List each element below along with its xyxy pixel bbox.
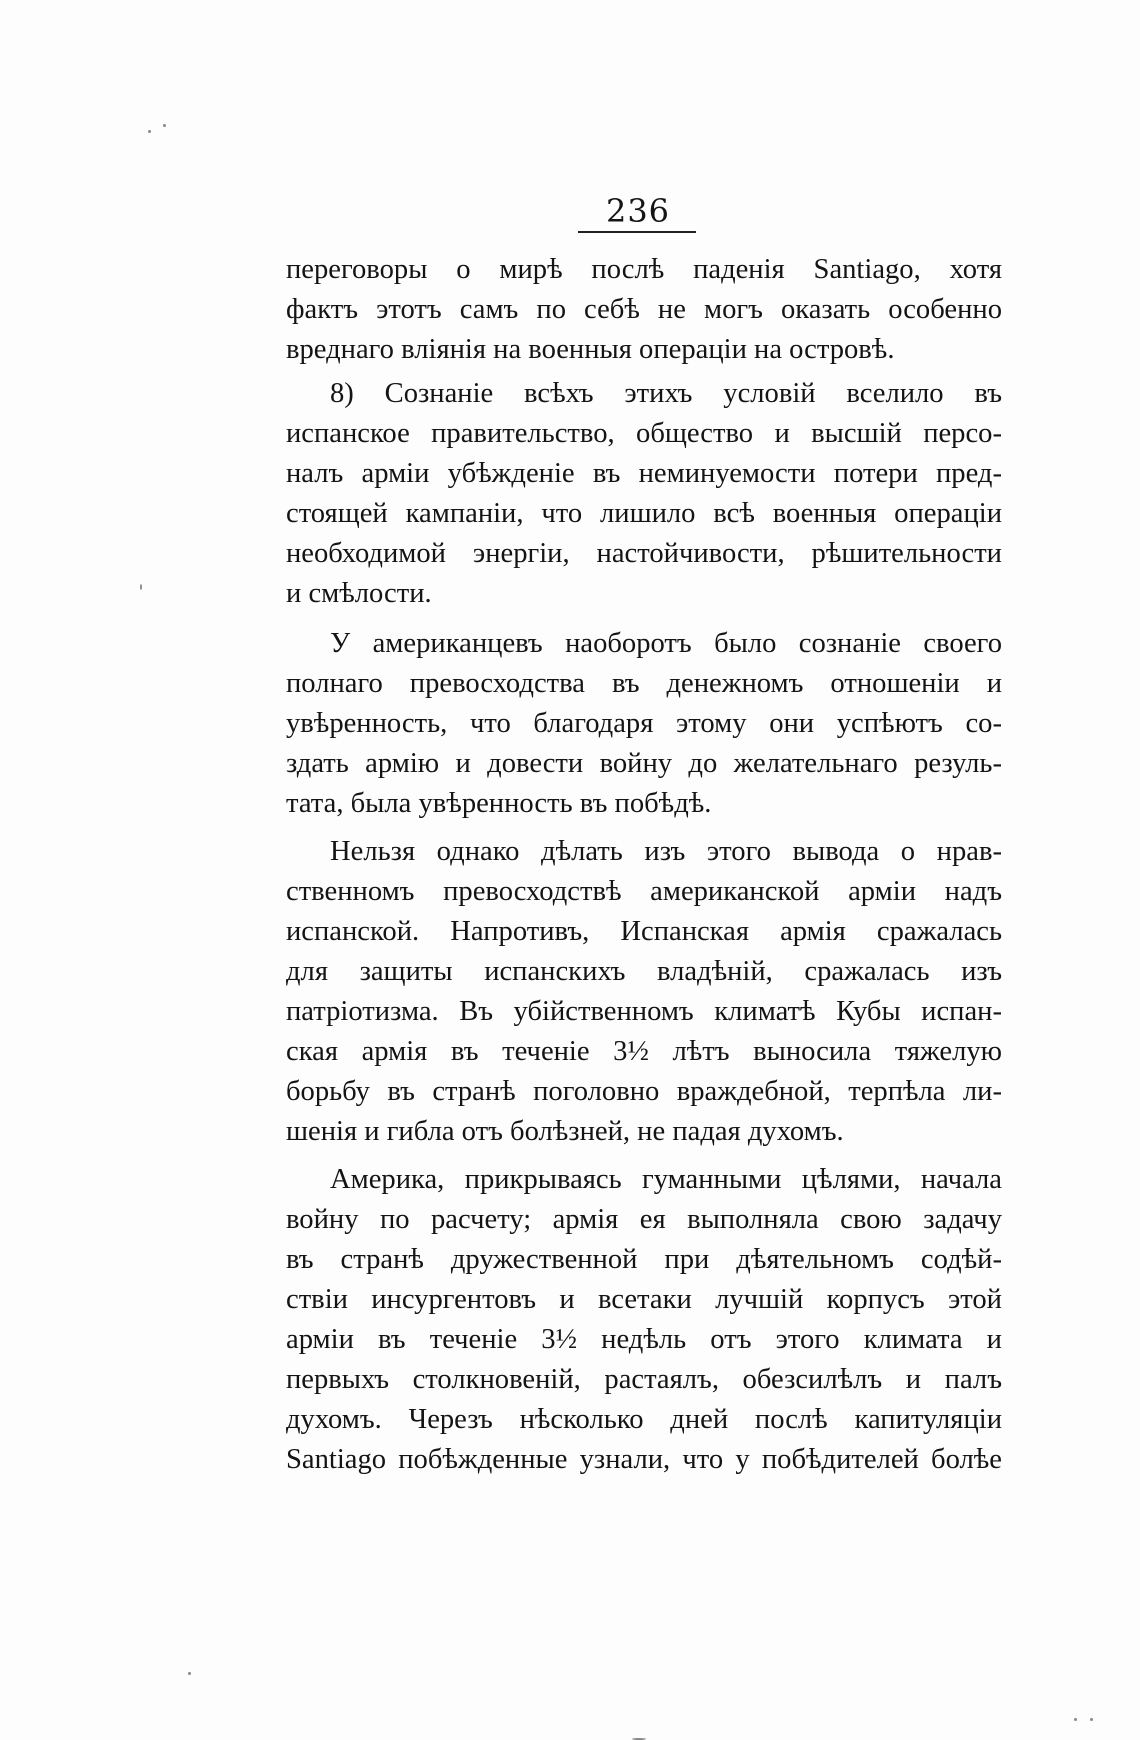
paragraph-p1 <box>286 250 1002 370</box>
text-line: для защиты испанскихъ владѣній, сражалась изъ <box>286 956 1002 987</box>
text-line: Америка, прикрываясь гуманными цѣлями, начала <box>330 1164 1002 1195</box>
text-line: Santiago побѣжденные узнали, что у побѣдителей болѣе <box>286 1444 1002 1475</box>
scan-speck <box>140 584 142 590</box>
text-line: полнаго превосходства въ денежномъ отношеніи и <box>286 668 1002 699</box>
scan-speck <box>163 124 166 127</box>
text-line: необходимой энергіи, настойчивости, рѣшительности <box>286 538 1002 569</box>
text-line: арміи въ теченіе 3½ недѣль отъ этого климата и <box>286 1324 1002 1355</box>
text-line: переговоры о мирѣ послѣ паденія Santiago, хотя <box>286 254 1002 285</box>
text-line: фактъ этотъ самъ по себѣ не могъ оказать особенно <box>286 294 1002 325</box>
text-line: и смѣлости. <box>286 578 432 609</box>
body-text <box>286 250 1002 1480</box>
text-line: 8) Сознаніе всѣхъ этихъ условій вселило въ <box>330 378 1002 409</box>
text-line: У американцевъ наоборотъ было сознаніе своего <box>330 628 1002 659</box>
text-line: войну по расчету; армія ея выполняла свою задачу <box>286 1204 1002 1235</box>
text-line: здать армію и довести войну до желательнаго резуль- <box>286 748 1002 779</box>
scan-speck <box>148 130 151 133</box>
text-line: стоящей кампаніи, что лишило всѣ военныя операціи <box>286 498 1002 529</box>
text-line: вреднаго вліянія на военныя операціи на островѣ. <box>286 334 895 365</box>
text-line: ская армія въ теченіе 3½ лѣтъ выносила тяжелую <box>286 1036 1002 1067</box>
paragraph-p2 <box>286 374 1002 614</box>
text-line: духомъ. Черезъ нѣсколько дней послѣ капитуляціи <box>286 1404 1002 1435</box>
text-line: испанское правительство, общество и высшій персо- <box>286 418 1002 449</box>
paragraph-p4 <box>286 832 1002 1152</box>
text-line: въ странѣ дружественной при дѣятельномъ содѣй- <box>286 1244 1002 1275</box>
page-number-rule <box>578 231 696 233</box>
scan-speck <box>1090 1718 1093 1721</box>
text-line: налъ арміи убѣжденіе въ неминуемости потери пред- <box>286 458 1002 489</box>
scan-speck <box>1074 1718 1077 1721</box>
text-line: Нельзя однако дѣлать изъ этого вывода о нрав- <box>330 836 1002 867</box>
paragraph-p3 <box>286 624 1002 824</box>
text-line: патріотизма. Въ убійственномъ климатѣ Кубы испан- <box>286 996 1002 1027</box>
text-line: увѣренность, что благодаря этому они успѣютъ со- <box>286 708 1002 739</box>
text-line: первыхъ столкновеній, растаялъ, обезсилѣлъ и палъ <box>286 1364 1002 1395</box>
text-line: борьбу въ странѣ поголовно враждебной, терпѣла ли- <box>286 1076 1002 1107</box>
text-line: испанской. Напротивъ, Испанская армія сражалась <box>286 916 1002 947</box>
scan-speck <box>188 1672 191 1675</box>
text-line: ствіи инсургентовъ и всетаки лучшій корпусъ этой <box>286 1284 1002 1315</box>
page-number: 236 <box>605 192 671 230</box>
text-line: тата, была увѣренность въ побѣдѣ. <box>286 788 712 819</box>
text-line: ственномъ превосходствѣ американской арміи надъ <box>286 876 1002 907</box>
paragraph-p5 <box>286 1160 1002 1480</box>
text-line: шенія и гибла отъ болѣзней, не падая духомъ. <box>286 1116 844 1147</box>
